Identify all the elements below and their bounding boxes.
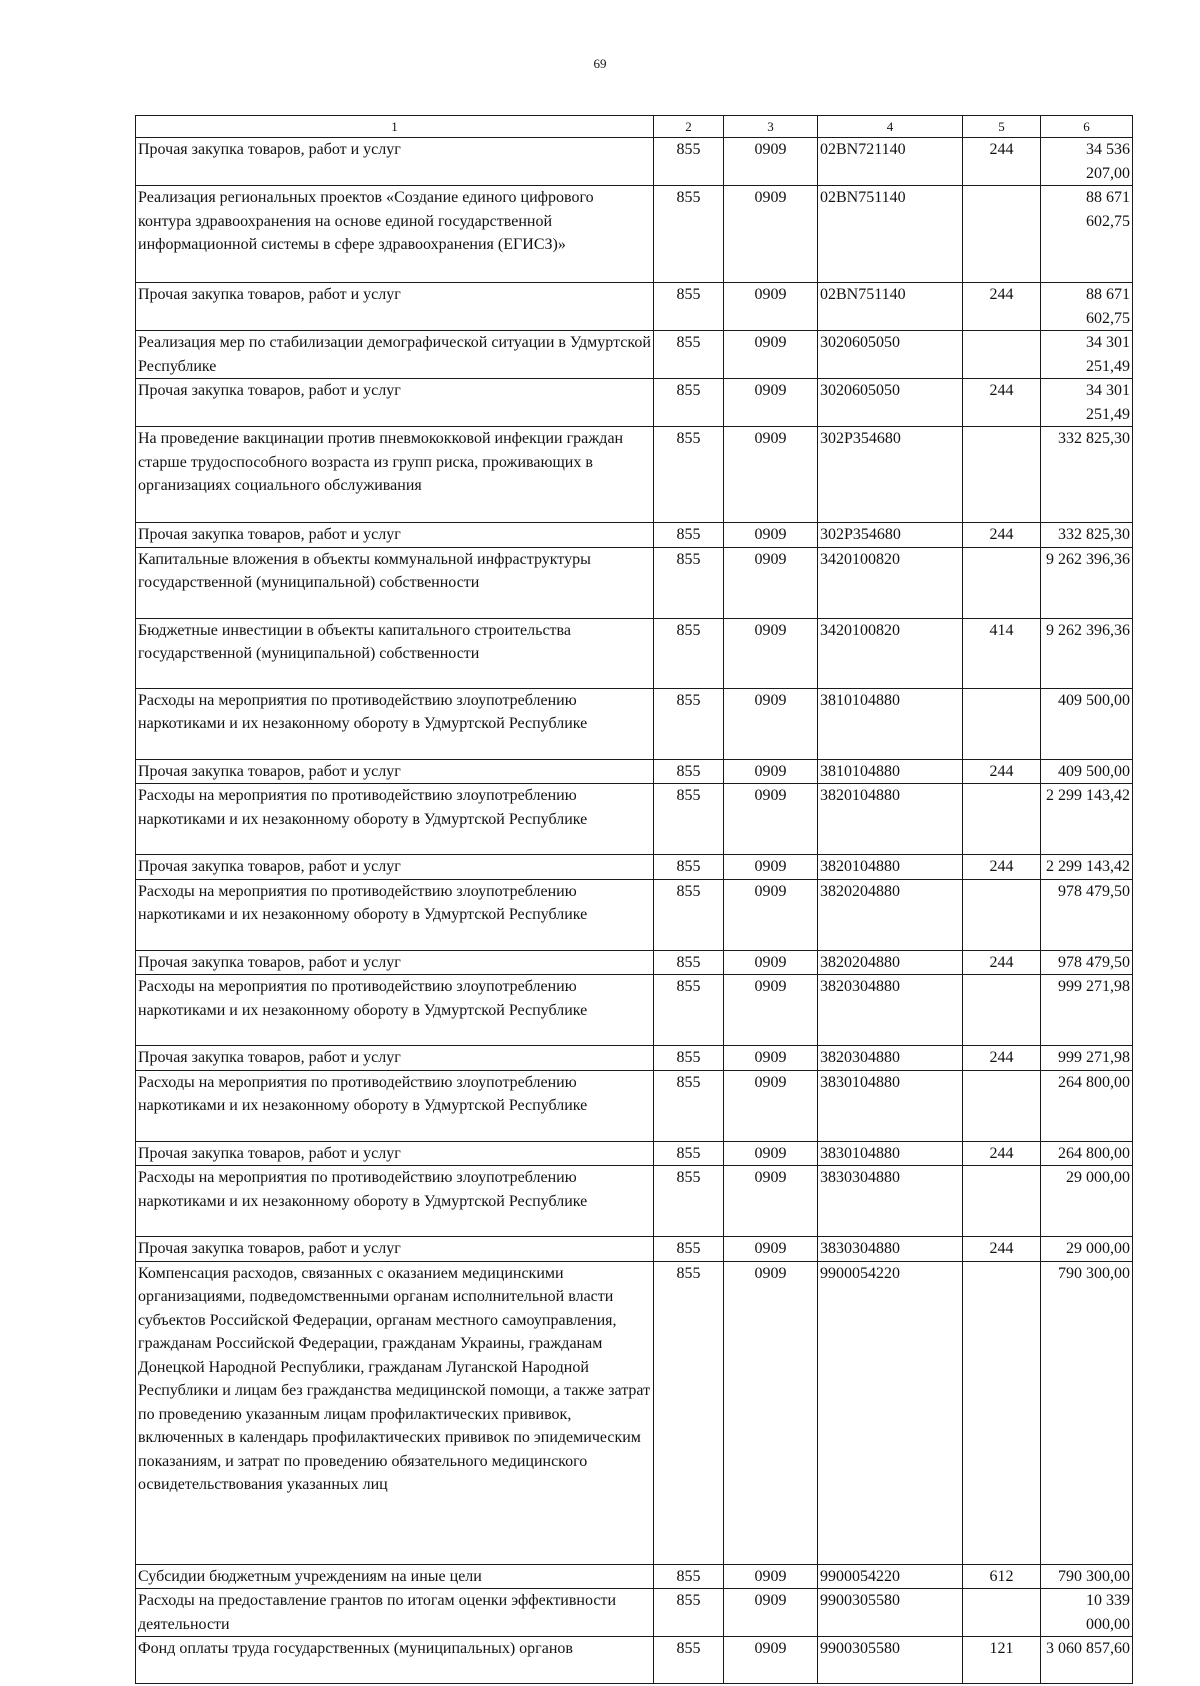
row-col2-cell: 855 xyxy=(654,975,724,1046)
row-col2-cell: 855 xyxy=(654,1141,724,1166)
row-col5-cell: 121 xyxy=(963,1637,1041,1684)
row-col5-cell: 244 xyxy=(963,283,1041,331)
row-name-cell: Прочая закупка товаров, работ и услуг xyxy=(136,759,654,784)
column-number-1: 1 xyxy=(136,116,654,138)
row-amount-cell: 999 271,98 xyxy=(1041,1046,1133,1071)
row-col3-cell: 0909 xyxy=(724,1237,818,1262)
row-name-cell: Прочая закупка товаров, работ и услуг xyxy=(136,379,654,427)
row-col5-cell xyxy=(963,186,1041,283)
row-col3-cell: 0909 xyxy=(724,618,818,688)
column-number-6: 6 xyxy=(1041,116,1133,138)
table-row xyxy=(136,523,1133,548)
row-name-cell: Прочая закупка товаров, работ и услуг xyxy=(136,1141,654,1166)
table-row xyxy=(136,138,1133,186)
row-col5-cell: 244 xyxy=(963,1237,1041,1262)
row-amount-cell: 29 000,00 xyxy=(1041,1237,1133,1262)
row-col5-cell: 244 xyxy=(963,379,1041,427)
row-col5-cell xyxy=(963,331,1041,379)
row-col5-cell: 244 xyxy=(963,950,1041,975)
table-row xyxy=(136,1237,1133,1262)
row-col2-cell: 855 xyxy=(654,950,724,975)
row-col3-cell: 0909 xyxy=(724,759,818,784)
row-col2-cell: 855 xyxy=(654,1261,724,1564)
row-amount-cell: 34 536 207,00 xyxy=(1041,138,1133,186)
table-row xyxy=(136,1046,1133,1071)
column-number-3: 3 xyxy=(724,116,818,138)
page-number: 69 xyxy=(593,56,607,71)
row-col5-cell xyxy=(963,547,1041,618)
row-code-cell: 3020605050 xyxy=(818,379,963,427)
row-col2-cell: 855 xyxy=(654,379,724,427)
column-number-4: 4 xyxy=(818,116,963,138)
row-amount-cell: 999 271,98 xyxy=(1041,975,1133,1046)
row-name-cell: Прочая закупка товаров, работ и услуг xyxy=(136,1237,654,1262)
row-col5-cell xyxy=(963,879,1041,950)
row-col3-cell: 0909 xyxy=(724,1564,818,1589)
row-col3-cell: 0909 xyxy=(724,1637,818,1684)
row-code-cell: 3420100820 xyxy=(818,547,963,618)
row-code-cell: 3820104880 xyxy=(818,855,963,880)
row-amount-cell: 409 500,00 xyxy=(1041,759,1133,784)
row-col5-cell: 612 xyxy=(963,1564,1041,1589)
row-col2-cell: 855 xyxy=(654,523,724,548)
row-amount-cell: 409 500,00 xyxy=(1041,688,1133,759)
row-code-cell: 3830304880 xyxy=(818,1166,963,1237)
row-amount-cell: 34 301 251,49 xyxy=(1041,331,1133,379)
row-amount-cell: 790 300,00 xyxy=(1041,1261,1133,1564)
row-name-cell: Реализация региональных проектов «Создание единого цифрового контура здравоохранения на основе единой государственной информационной системы в сфере здравоохранения (ЕГИСЗ)» xyxy=(136,186,654,283)
row-col3-cell: 0909 xyxy=(724,523,818,548)
row-amount-cell: 264 800,00 xyxy=(1041,1070,1133,1141)
table-row xyxy=(136,186,1133,283)
row-col3-cell: 0909 xyxy=(724,1070,818,1141)
row-name-cell: Расходы на мероприятия по противодействию злоупотреблению наркотиками и их незаконному обороту в Удмуртской Республике xyxy=(136,879,654,950)
row-amount-cell: 34 301 251,49 xyxy=(1041,379,1133,427)
row-amount-cell: 978 479,50 xyxy=(1041,950,1133,975)
row-name-cell: Расходы на мероприятия по противодействию злоупотреблению наркотиками и их незаконному обороту в Удмуртской Республике xyxy=(136,784,654,855)
row-amount-cell: 978 479,50 xyxy=(1041,879,1133,950)
table-row xyxy=(136,379,1133,427)
row-name-cell: Прочая закупка товаров, работ и услуг xyxy=(136,950,654,975)
table-row xyxy=(136,547,1133,618)
row-code-cell: 302P354680 xyxy=(818,427,963,523)
row-col2-cell: 855 xyxy=(654,879,724,950)
row-amount-cell: 88 671 602,75 xyxy=(1041,186,1133,283)
table-row xyxy=(136,1564,1133,1589)
row-code-cell: 3830104880 xyxy=(818,1070,963,1141)
row-code-cell: 3810104880 xyxy=(818,688,963,759)
row-col2-cell: 855 xyxy=(654,1070,724,1141)
row-name-cell: Реализация мер по стабилизации демографической ситуации в Удмуртской Республике xyxy=(136,331,654,379)
table-row xyxy=(136,1261,1133,1564)
row-col5-cell xyxy=(963,784,1041,855)
row-code-cell: 02BN751140 xyxy=(818,283,963,331)
row-col3-cell: 0909 xyxy=(724,186,818,283)
row-col5-cell: 414 xyxy=(963,618,1041,688)
row-name-cell: Прочая закупка товаров, работ и услуг xyxy=(136,523,654,548)
row-col2-cell: 855 xyxy=(654,855,724,880)
row-name-cell: Капитальные вложения в объекты коммунальной инфраструктуры государственной (муниципальной) собственности xyxy=(136,547,654,618)
row-col3-cell: 0909 xyxy=(724,283,818,331)
row-name-cell: Прочая закупка товаров, работ и услуг xyxy=(136,855,654,880)
row-amount-cell: 29 000,00 xyxy=(1041,1166,1133,1237)
row-col2-cell: 855 xyxy=(654,283,724,331)
table-row xyxy=(136,618,1133,688)
table-row xyxy=(136,283,1133,331)
row-col3-cell: 0909 xyxy=(724,688,818,759)
row-col2-cell: 855 xyxy=(654,138,724,186)
row-amount-cell: 2 299 143,42 xyxy=(1041,855,1133,880)
row-name-cell: Прочая закупка товаров, работ и услуг xyxy=(136,138,654,186)
row-col2-cell: 855 xyxy=(654,1166,724,1237)
row-code-cell: 3020605050 xyxy=(818,331,963,379)
row-col3-cell: 0909 xyxy=(724,1166,818,1237)
row-col3-cell: 0909 xyxy=(724,1141,818,1166)
row-code-cell: 02BN721140 xyxy=(818,138,963,186)
row-col2-cell: 855 xyxy=(654,759,724,784)
row-col3-cell: 0909 xyxy=(724,975,818,1046)
row-col5-cell xyxy=(963,427,1041,523)
row-col5-cell: 244 xyxy=(963,1046,1041,1071)
row-code-cell: 02BN751140 xyxy=(818,186,963,283)
row-col5-cell xyxy=(963,1166,1041,1237)
row-code-cell: 302P354680 xyxy=(818,523,963,548)
row-col2-cell: 855 xyxy=(654,427,724,523)
row-name-cell: Фонд оплаты труда государственных (муниципальных) органов xyxy=(136,1637,654,1684)
row-name-cell: Расходы на мероприятия по противодействию злоупотреблению наркотиками и их незаконному обороту в Удмуртской Республике xyxy=(136,975,654,1046)
row-col5-cell xyxy=(963,1589,1041,1637)
table-row xyxy=(136,855,1133,880)
row-col5-cell: 244 xyxy=(963,759,1041,784)
row-name-cell: Расходы на предоставление грантов по итогам оценки эффективности деятельности xyxy=(136,1589,654,1637)
row-name-cell: Расходы на мероприятия по противодействию злоупотреблению наркотиками и их незаконному обороту в Удмуртской Республике xyxy=(136,1166,654,1237)
row-name-cell: Прочая закупка товаров, работ и услуг xyxy=(136,1046,654,1071)
row-name-cell: Расходы на мероприятия по противодействию злоупотреблению наркотиками и их незаконному обороту в Удмуртской Республике xyxy=(136,1070,654,1141)
table-header-row xyxy=(136,116,1133,138)
table-row xyxy=(136,1166,1133,1237)
row-code-cell: 3820104880 xyxy=(818,784,963,855)
row-code-cell: 3820304880 xyxy=(818,1046,963,1071)
row-col2-cell: 855 xyxy=(654,1589,724,1637)
table-row xyxy=(136,784,1133,855)
table-row xyxy=(136,879,1133,950)
row-code-cell: 3830104880 xyxy=(818,1141,963,1166)
row-code-cell: 3820304880 xyxy=(818,975,963,1046)
row-col3-cell: 0909 xyxy=(724,427,818,523)
row-col2-cell: 855 xyxy=(654,1637,724,1684)
row-col5-cell: 244 xyxy=(963,1141,1041,1166)
table-row xyxy=(136,950,1133,975)
row-col3-cell: 0909 xyxy=(724,1046,818,1071)
table-row xyxy=(136,688,1133,759)
table-row xyxy=(136,1070,1133,1141)
row-name-cell: Бюджетные инвестиции в объекты капитального строительства государственной (муниципальной) собственности xyxy=(136,618,654,688)
row-col2-cell: 855 xyxy=(654,1564,724,1589)
row-col3-cell: 0909 xyxy=(724,784,818,855)
row-col3-cell: 0909 xyxy=(724,950,818,975)
table-row xyxy=(136,427,1133,523)
row-col3-cell: 0909 xyxy=(724,331,818,379)
column-number-2: 2 xyxy=(654,116,724,138)
row-amount-cell: 332 825,30 xyxy=(1041,427,1133,523)
row-col2-cell: 855 xyxy=(654,1237,724,1262)
row-name-cell: Прочая закупка товаров, работ и услуг xyxy=(136,283,654,331)
budget-table-body xyxy=(136,116,1133,1684)
row-code-cell: 9900305580 xyxy=(818,1589,963,1637)
row-amount-cell: 9 262 396,36 xyxy=(1041,618,1133,688)
row-amount-cell: 88 671 602,75 xyxy=(1041,283,1133,331)
row-col3-cell: 0909 xyxy=(724,855,818,880)
table-row xyxy=(136,1141,1133,1166)
row-amount-cell: 2 299 143,42 xyxy=(1041,784,1133,855)
row-col5-cell: 244 xyxy=(963,523,1041,548)
row-amount-cell: 790 300,00 xyxy=(1041,1564,1133,1589)
row-col3-cell: 0909 xyxy=(724,1589,818,1637)
row-col5-cell xyxy=(963,975,1041,1046)
row-code-cell: 3820204880 xyxy=(818,950,963,975)
row-col2-cell: 855 xyxy=(654,618,724,688)
row-code-cell: 3830304880 xyxy=(818,1237,963,1262)
row-col3-cell: 0909 xyxy=(724,138,818,186)
row-code-cell: 3420100820 xyxy=(818,618,963,688)
row-name-cell: На проведение вакцинации против пневмококковой инфекции граждан старше трудоспособного возраста из групп риска, проживающих в организациях социального обслуживания xyxy=(136,427,654,523)
row-amount-cell: 264 800,00 xyxy=(1041,1141,1133,1166)
table-row xyxy=(136,1637,1133,1684)
row-col3-cell: 0909 xyxy=(724,379,818,427)
row-col3-cell: 0909 xyxy=(724,1261,818,1564)
row-amount-cell: 332 825,30 xyxy=(1041,523,1133,548)
row-col2-cell: 855 xyxy=(654,331,724,379)
row-col2-cell: 855 xyxy=(654,1046,724,1071)
row-col2-cell: 855 xyxy=(654,688,724,759)
row-col3-cell: 0909 xyxy=(724,879,818,950)
row-col3-cell: 0909 xyxy=(724,547,818,618)
row-amount-cell: 10 339 000,00 xyxy=(1041,1589,1133,1637)
row-code-cell: 3810104880 xyxy=(818,759,963,784)
row-col2-cell: 855 xyxy=(654,784,724,855)
row-name-cell: Расходы на мероприятия по противодействию злоупотреблению наркотиками и их незаконному обороту в Удмуртской Республике xyxy=(136,688,654,759)
row-code-cell: 9900305580 xyxy=(818,1637,963,1684)
row-col5-cell: 244 xyxy=(963,138,1041,186)
row-col5-cell xyxy=(963,1070,1041,1141)
row-col5-cell xyxy=(963,1261,1041,1564)
row-amount-cell: 9 262 396,36 xyxy=(1041,547,1133,618)
row-code-cell: 9900054220 xyxy=(818,1261,963,1564)
row-code-cell: 3820204880 xyxy=(818,879,963,950)
row-col5-cell xyxy=(963,688,1041,759)
table-row xyxy=(136,975,1133,1046)
budget-table xyxy=(135,115,1133,1684)
row-amount-cell: 3 060 857,60 xyxy=(1041,1637,1133,1684)
row-code-cell: 9900054220 xyxy=(818,1564,963,1589)
row-col2-cell: 855 xyxy=(654,547,724,618)
row-col2-cell: 855 xyxy=(654,186,724,283)
row-col5-cell: 244 xyxy=(963,855,1041,880)
table-row xyxy=(136,759,1133,784)
column-number-5: 5 xyxy=(963,116,1041,138)
row-name-cell: Компенсация расходов, связанных с оказанием медицинскими организациями, подведомственными органам исполнительной власти субъектов Российской Федерации, органам местного самоуправления, гражданам Российской Федерации, гражданам Украины, гражданам Донецкой Народной Республики, гражданам Луганской Народной Республики и лицам без гражданства медицинской помощи, а также затрат по проведению указанным лицам профилактических прививок, включенных в календарь профилактических прививок по эпидемическим показаниям, и затрат по проведению обязательного медицинского освидетельствования указанных лиц xyxy=(136,1261,654,1564)
table-row xyxy=(136,331,1133,379)
row-name-cell: Субсидии бюджетным учреждениям на иные цели xyxy=(136,1564,654,1589)
table-row xyxy=(136,1589,1133,1637)
